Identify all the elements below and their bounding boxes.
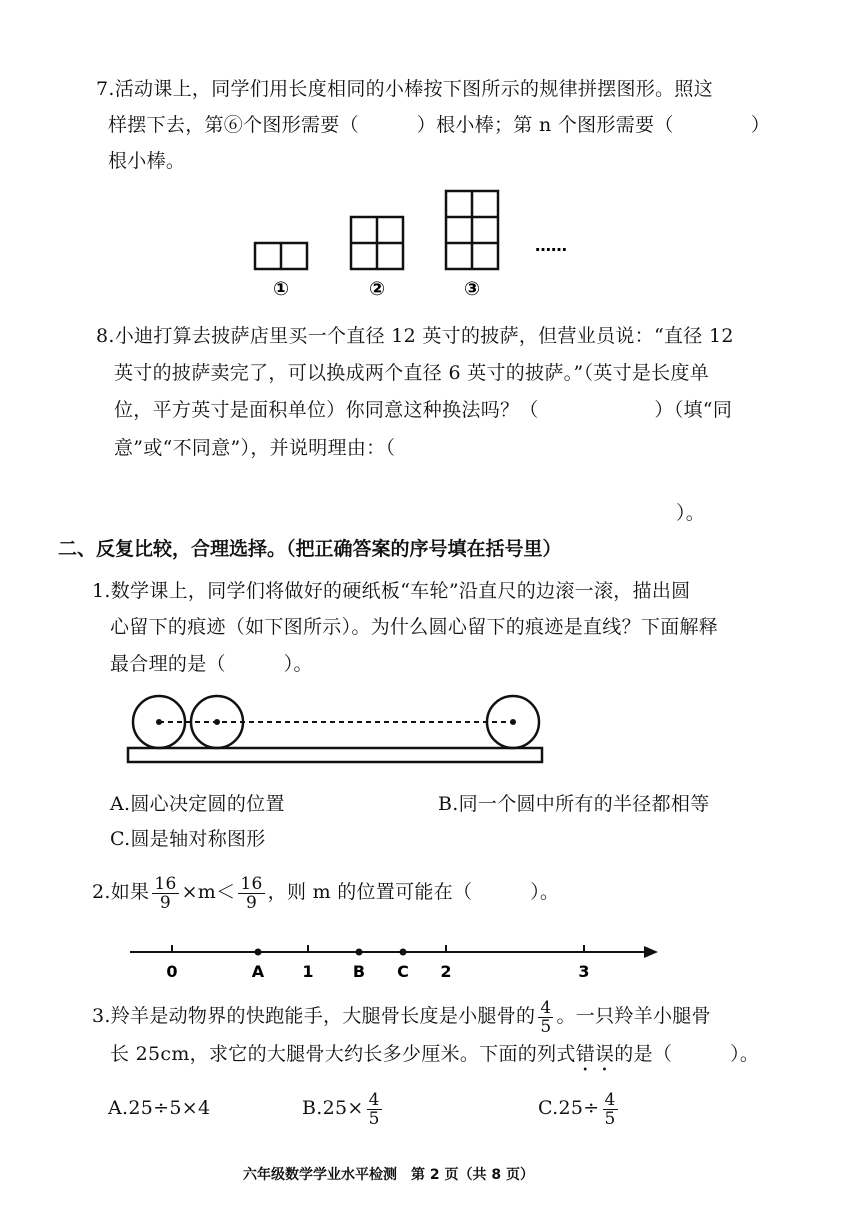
s2q3-fraction: $\frac{4}{5}$: [540, 997, 552, 1037]
s2q3-option-a: A.25÷5×4: [108, 1097, 211, 1119]
pattern-figure-1: [255, 243, 307, 269]
s2q2-mid: ×m＜: [181, 881, 236, 903]
rolling-wheel-figure: [120, 688, 550, 770]
axis-label-a: A: [251, 962, 265, 981]
pattern-figure-3: [446, 191, 498, 269]
pattern-ellipsis: ……: [535, 236, 567, 255]
page-footer: 六年级数学学业水平检测 第 2 页（共 8 页）: [243, 1167, 534, 1183]
axis-label-b: B: [352, 962, 366, 981]
pattern-label-2: ②: [368, 278, 386, 300]
s2q1-line-2: 心留下的痕迹（如下图所示）。为什么圆心留下的痕迹是直线？下面解释: [110, 616, 719, 638]
axis-label-3: 3: [578, 962, 590, 981]
q7-line-3: 根小棒。: [108, 150, 186, 172]
q8-line-4: 意”或“不同意”），并说明理由：（: [114, 437, 396, 459]
emphasis-wrong: 错误: [575, 1043, 615, 1065]
s2q3-option-b: B.25× $\frac{4}{5}$: [302, 1089, 380, 1129]
pattern-figure-2: [351, 217, 403, 269]
q8-line-1: 8.小迪打算去披萨店里买一个直径 12 英寸的披萨，但营业员说：“直径 12: [96, 325, 734, 347]
s2q1-line-1: 1.数学课上，同学们将做好的硬纸板“车轮”沿直尺的边滚一滚，描出圆: [92, 580, 691, 602]
s2q1-line-3: 最合理的是（ ）。: [110, 653, 313, 675]
q8-line-5: ）。: [676, 502, 706, 524]
point-c: [400, 949, 407, 956]
q7-line-2: 样摆下去，第⑥个图形需要（ ）根小棒；第 n 个图形需要（ ）: [108, 114, 771, 136]
q7-line-1: 7.活动课上，同学们用长度相同的小棒按下图所示的规律拼摆图形。照这: [96, 78, 714, 100]
pattern-label-1: ①: [272, 278, 290, 300]
axis-label-1: 1: [302, 962, 314, 981]
q8-line-3: 位，平方英寸是面积单位）你同意这种换法吗？（ ）（填“同: [114, 399, 733, 421]
axis-label-2: 2: [440, 962, 452, 981]
axis-label-0: 0: [166, 962, 178, 981]
point-b: [356, 949, 363, 956]
s2q2-fraction-1: $\frac{16}{9}$: [154, 873, 177, 913]
section-2-title: 二、反复比较，合理选择。（把正确答案的序号填在括号里）: [58, 538, 562, 560]
s2q3-line-2: 长 25cm，求它的大腿骨大约长多少厘米。下面的列式错误的是（ ）。: [110, 1043, 760, 1065]
s2q2-prefix: 2.如果: [92, 881, 150, 903]
s2q1-option-a: A.圆心决定圆的位置: [110, 793, 285, 815]
pattern-label-3: ③: [463, 278, 481, 300]
number-line-figure: [120, 935, 670, 985]
q8-line-2: 英寸的披萨卖完了，可以换成两个直径 6 英寸的披萨。”（英寸是长度单: [114, 362, 710, 384]
point-a: [255, 949, 262, 956]
s2q2-line: [92, 866, 559, 918]
axis-label-c: C: [397, 962, 409, 981]
ruler: [128, 748, 542, 762]
stick-pattern-figure: [240, 185, 580, 305]
s2q3-line-1: 3.羚羊是动物界的快跑能手，大腿骨长度是小腿骨的 $\frac{4}{5}$ 。一只羚羊小腿骨: [92, 997, 711, 1037]
s2q3-option-c: C.25÷ $\frac{4}{5}$: [538, 1089, 616, 1129]
s2q2-fraction-2: $\frac{16}{9}$: [240, 873, 263, 913]
s2q1-option-b: B.同一个圆中所有的半径都相等: [438, 793, 710, 815]
s2q2-suffix: ，则 m 的位置可能在（ ）。: [267, 881, 560, 903]
s2q1-option-c: C.圆是轴对称图形: [110, 828, 266, 850]
